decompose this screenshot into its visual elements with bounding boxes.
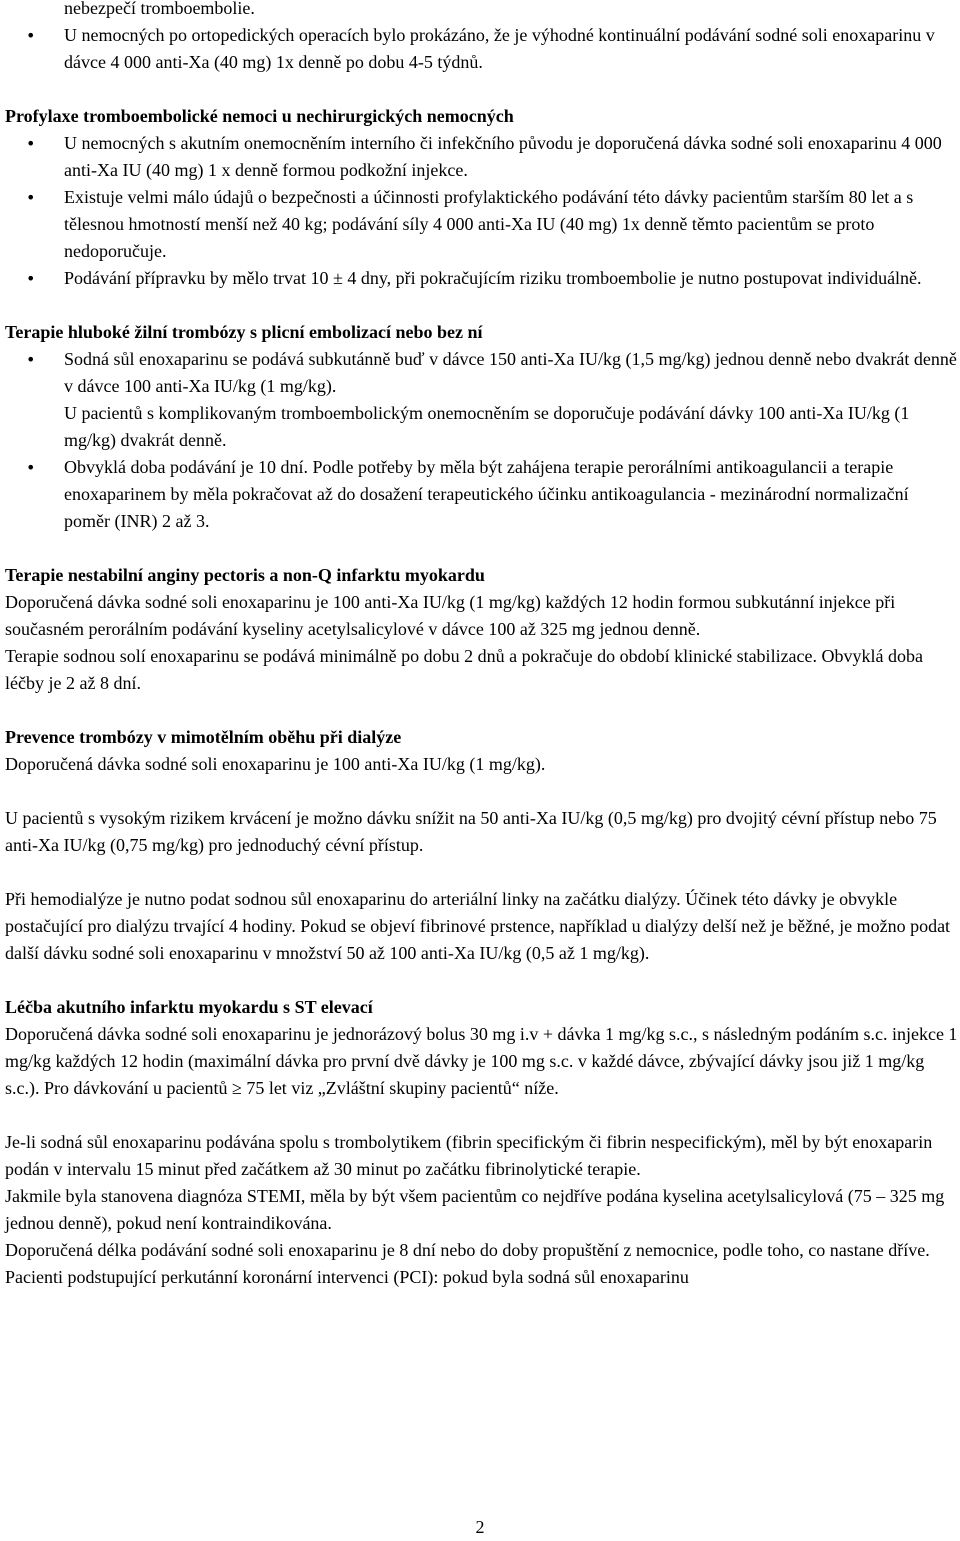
dvt-therapy-heading: Terapie hluboké žilní trombózy s plicní embolizací nebo bez ní bbox=[5, 322, 483, 342]
page-number: 2 bbox=[475, 1517, 485, 1537]
document-body bbox=[5, 0, 958, 1291]
prophylaxis-tail-line: nebezpečí tromboembolie. bbox=[64, 0, 255, 18]
dvt-bullet-dosing: • Sodná sůl enoxaparinu se podává subkutánně buď v dávce 150 anti-Xa IU/kg (1,5 mg/kg) jednou denně nebo dvakrát denně v dávce 100 anti-Xa IU/kg (1 mg/kg). bbox=[5, 346, 958, 400]
stemi-heading: Léčba akutního infarktu myokardu s ST elevací bbox=[5, 997, 373, 1017]
nonsurgical-prophylaxis-heading: Profylaxe tromboembolické nemoci u nechirurgických nemocných bbox=[5, 106, 514, 126]
dialysis-bleeding-risk-paragraph: U pacientů s vysokým rizikem krvácení je možno dávku snížit na 50 anti-Xa IU/kg (0,5 mg/kg) pro dvojitý cévní přístup nebo 75 anti-Xa IU/kg (0,75 mg/kg) pro jednoduchý cévní přístup. bbox=[5, 808, 937, 855]
unstable-angina-heading: Terapie nestabilní anginy pectoris a non-Q infarktu myokardu bbox=[5, 565, 485, 585]
stemi-thrombolytic-paragraph: Je-li sodná sůl enoxaparinu podávána spolu s trombolytikem (fibrin specifickým či fibrin nespecifickým), měl by být enoxaparin podán v intervalu 15 minut před začátkem až 30 minut po začátku fibrinolytické terapie. bbox=[5, 1132, 933, 1179]
stemi-pci-paragraph: Pacienti podstupující perkutánní koronární intervenci (PCI): pokud byla sodná sůl enoxaparinu bbox=[5, 1267, 689, 1287]
unstable-angina-dose-paragraph: Doporučená dávka sodné soli enoxaparinu je 100 anti-Xa IU/kg (1 mg/kg) každých 12 hodin formou subkutánní injekce při současném perorálním podávání kyseliny acetylsalicylové v dávce 100 až 325 mg jednou denně. bbox=[5, 592, 896, 639]
unstable-angina-duration-paragraph: Terapie sodnou solí enoxaparinu se podává minimálně po dobu 2 dnů a pokračuje do období klinické stabilizace. Obvyklá doba léčby je 2 až 8 dní. bbox=[5, 646, 923, 693]
ortho-prophylaxis-bullet: • U nemocných po ortopedických operacích bylo prokázáno, že je výhodné kontinuální podávání sodné soli enoxaparinu v dávce 4 000 anti-Xa (40 mg) 1x denně po dobu 4-5 týdnů. bbox=[5, 22, 958, 76]
stemi-aspirin-paragraph: Jakmile byla stanovena diagnóza STEMI, měla by být všem pacientům co nejdříve podána kyselina acetylsalicylová (75 – 325 mg jednou denně), pokud není kontraindikována. bbox=[5, 1186, 945, 1233]
nonsurgical-bullet-duration: • Podávání přípravku by mělo trvat 10 ± 4 dny, při pokračujícím riziku tromboembolie je nutno postupovat individuálně. bbox=[5, 265, 958, 292]
dialysis-heading: Prevence trombózy v mimotělním oběhu při dialýze bbox=[5, 727, 402, 747]
dvt-complicated-note: U pacientů s komplikovaným tromboembolickým onemocněním se doporučuje podávání dávky 100 anti-Xa IU/kg (1 mg/kg) dvakrát denně. bbox=[64, 403, 910, 450]
dialysis-hemodialysis-paragraph: Při hemodialýze je nutno podat sodnou sůl enoxaparinu do arteriální linky na začátku dialýzy. Účinek této dávky je obvykle postačující pro dialýzu trvající 4 hodiny. Pokud se objeví fibrinové prstence, například u dialýzy delší než je běžné, je možno podat další dávku sodné soli enoxaparinu v množství 50 až 100 anti-Xa IU/kg (0,5 až 1 mg/kg). bbox=[5, 889, 951, 963]
nonsurgical-bullet-dose: • U nemocných s akutním onemocněním interního či infekčního původu je doporučená dávka sodné soli enoxaparinu 4 000 anti-Xa IU (40 mg) 1 x denně formou podkožní injekce. bbox=[5, 130, 958, 184]
stemi-duration-paragraph: Doporučená délka podávání sodné soli enoxaparinu je 8 dní nebo do doby propuštění z nemocnice, podle toho, co nastane dříve. bbox=[5, 1240, 930, 1260]
stemi-dose-paragraph: Doporučená dávka sodné soli enoxaparinu je jednorázový bolus 30 mg i.v + dávka 1 mg/kg s.c., s následným podáním s.c. injekce 1 mg/kg každých 12 hodin (maximální dávka pro první dvě dávky je 100 mg s.c. v každé dávce, zbývající dávky jsou již 1 mg/kg s.c.). Pro dávkování u pacientů ≥ 75 let viz „Zvláštní skupiny pacientů“ níže. bbox=[5, 1024, 958, 1098]
dialysis-dose-paragraph: Doporučená dávka sodné soli enoxaparinu je 100 anti-Xa IU/kg (1 mg/kg). bbox=[5, 754, 546, 774]
nonsurgical-bullet-elderly: • Existuje velmi málo údajů o bezpečnosti a účinnosti profylaktického podávání této dávky pacientům starším 80 let a s tělesnou hmotností menší než 40 kg; podávání síly 4 000 anti-Xa IU (40 mg) 1x denně těmto pacientům se proto nedoporučuje. bbox=[5, 184, 958, 265]
dvt-bullet-duration: • Obvyklá doba podávání je 10 dní. Podle potřeby by měla být zahájena terapie perorálními antikoagulancii a terapie enoxaparinem by měla pokračovat až do dosažení terapeutického účinku antikoagulancia - mezinárodní normalizační poměr (INR) 2 až 3. bbox=[5, 454, 958, 535]
